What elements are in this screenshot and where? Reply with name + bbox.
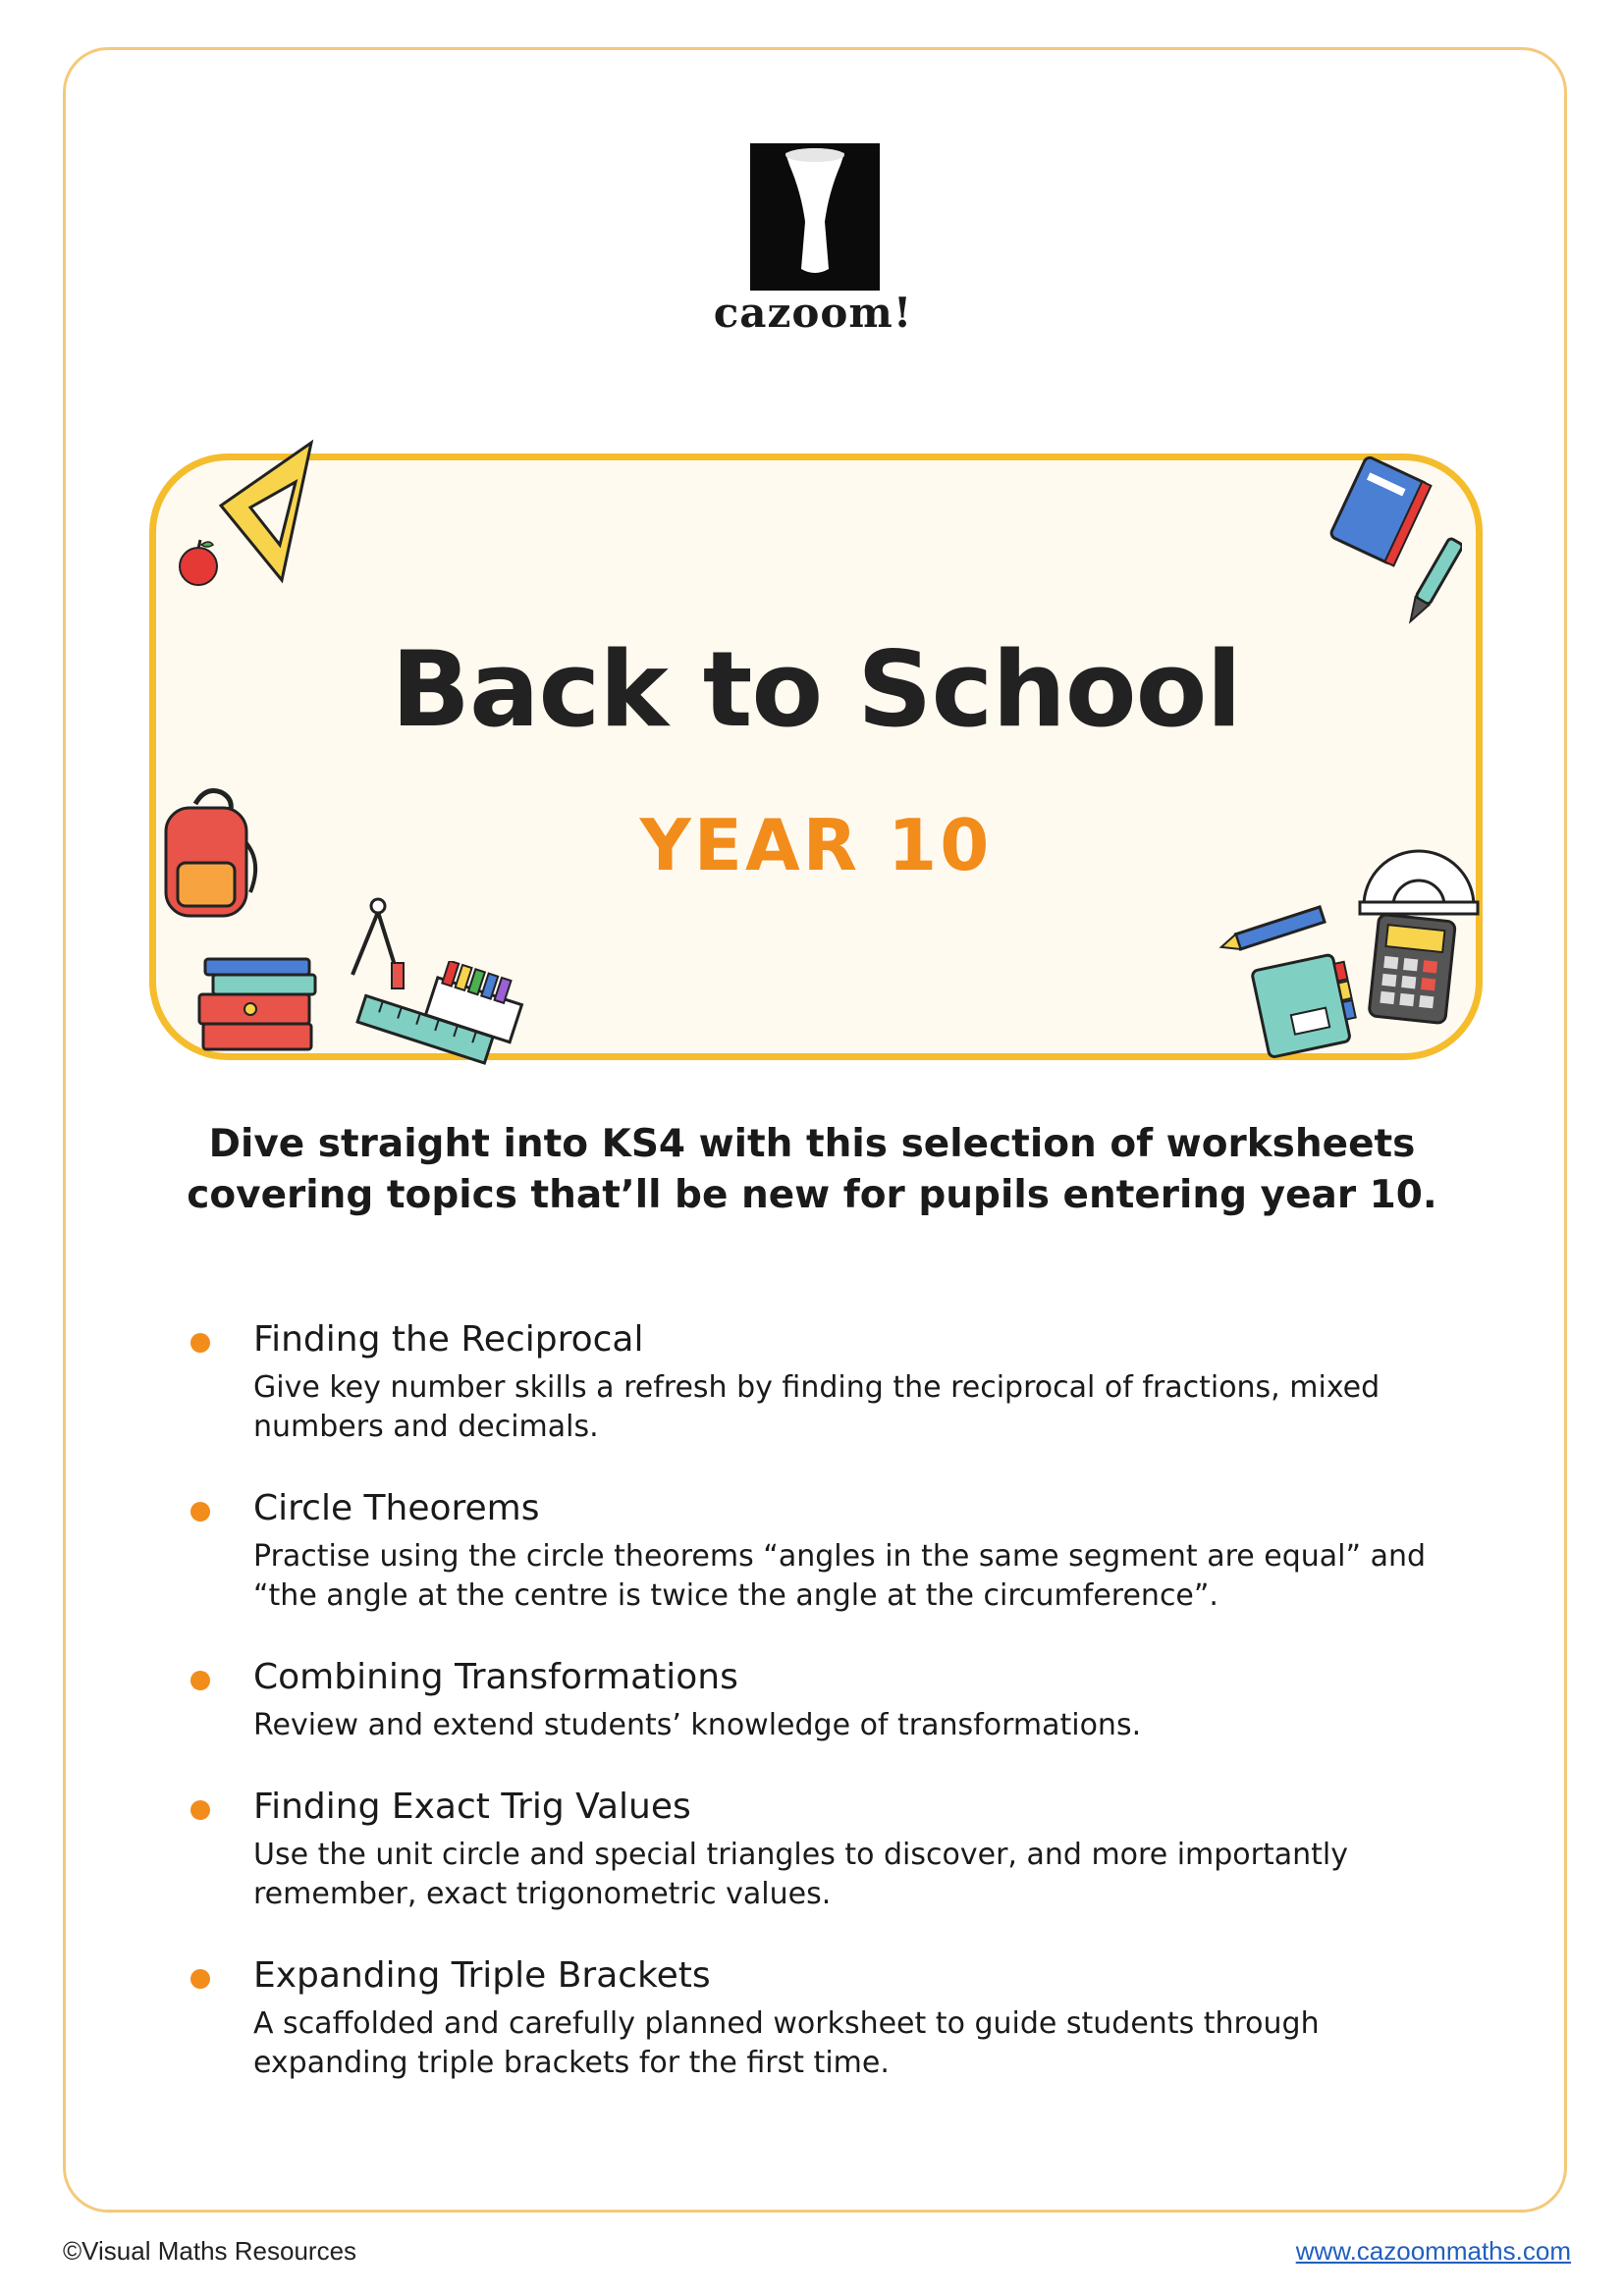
bullet-icon: [190, 1671, 210, 1690]
intro-text: Dive straight into KS4 with this selection of worksheets covering topics that’ll be new for pupils entering year 10.: [187, 1122, 1437, 1217]
topic-description: Use the unit circle and special triangles to discover, and more importantly remember, exact trigonometric values.: [253, 1838, 1349, 1911]
website-link[interactable]: www.cazoommaths.com: [1295, 2236, 1571, 2266]
copyright-text: ©Visual Maths Resources: [63, 2236, 357, 2266]
topic-list: [187, 1315, 1463, 2120]
topic-title: Combining Transformations: [253, 1657, 738, 1697]
topic-title: Finding Exact Trig Values: [253, 1787, 691, 1827]
list-item: [187, 1783, 1463, 1914]
topic-title: Expanding Triple Brackets: [253, 1955, 711, 1996]
bullet-icon: [190, 1800, 210, 1820]
topic-title: Finding the Reciprocal: [253, 1319, 644, 1360]
cazoom-logo: [695, 141, 931, 347]
protractor-icon: [1354, 833, 1482, 922]
pen-icon: [1403, 529, 1462, 637]
page-title: Back to School: [391, 629, 1241, 750]
list-item: [187, 1315, 1463, 1447]
topic-title: Circle Theorems: [253, 1488, 540, 1528]
bullet-icon: [190, 1333, 210, 1353]
bullet-icon: [190, 1502, 210, 1522]
books-icon: [195, 951, 323, 1059]
set-square-icon: [213, 439, 321, 586]
list-item: [187, 1653, 1463, 1745]
list-item: [187, 1484, 1463, 1616]
pencil-icon: [1217, 900, 1334, 959]
topic-description: A scaffolded and carefully planned worksheet to guide students through expanding triple brackets for the first time.: [253, 2006, 1320, 2080]
crayons-icon: [421, 961, 529, 1049]
calculator-icon: [1364, 912, 1462, 1030]
drum-logo-icon: [750, 143, 880, 291]
topic-description: Give key number skills a refresh by finding the reciprocal of fractions, mixed numbers and decimals.: [253, 1370, 1380, 1444]
logo-wordmark: cazoom!: [713, 289, 913, 337]
bullet-icon: [190, 1969, 210, 1989]
spiral-notebook-icon: [1246, 951, 1364, 1059]
compass-icon: [343, 892, 411, 1000]
list-item: [187, 1951, 1463, 2083]
year-subtitle: YEAR 10: [639, 804, 993, 886]
topic-description: Practise using the circle theorems “angles in the same segment are equal” and “the angle at the centre is twice the angle at the circumference”.: [253, 1539, 1427, 1613]
backpack-icon: [156, 784, 264, 922]
topic-description: Review and extend students’ knowledge of transformations.: [253, 1708, 1142, 1742]
title-banner: [149, 454, 1483, 1060]
